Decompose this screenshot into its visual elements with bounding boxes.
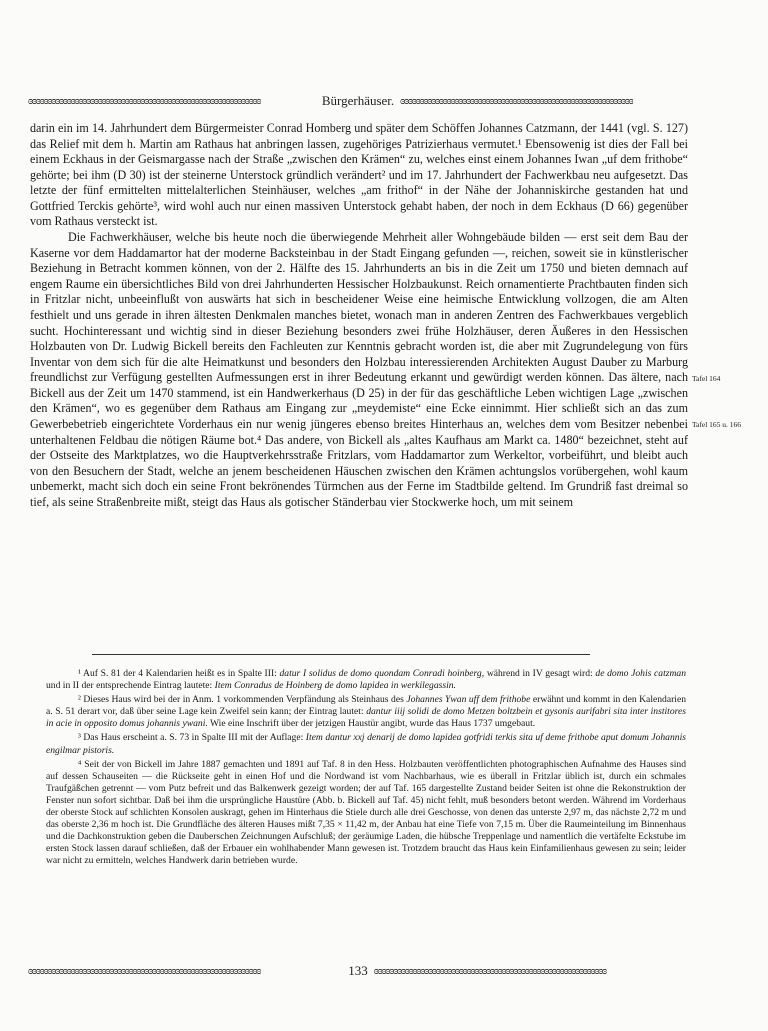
margin-note-tafel-164: Tafel 164: [692, 374, 721, 383]
margin-note-tafel-165: Tafel 165 u. 166: [692, 420, 742, 429]
footnote-3: ³ Das Haus erscheint a. S. 73 in Spalte III mit der Auflage: Item dantur xxj denarij de domo lapidea gotfridi terkis sita uf deme frithobe aput domum Johannis engilmar pistoris.: [46, 732, 686, 756]
main-text: [30, 121, 688, 510]
footer-ornament-right: ɞɞɞɞɞɞɞɞɞɞɞɞɞɞɞɞɞɞɞɞɞɞɞɞɞɞɞɞɞɞɞɞɞɞɞɞɞɞɞɞɞɞɞɞɞɞɞɞɞɞɞɞɞɞɞɞɞɞɞɞ: [373, 965, 607, 977]
header-title: Bürgerhäuser.: [321, 94, 395, 108]
header-ornament-right: ɞɞɞɞɞɞɞɞɞɞɞɞɞɞɞɞɞɞɞɞɞɞɞɞɞɞɞɞɞɞɞɞɞɞɞɞɞɞɞɞɞɞɞɞɞɞɞɞɞɞɞɞɞɞɞɞɞɞɞɞ: [400, 95, 633, 107]
paragraph-2: Die Fachwerkhäuser, welche bis heute noch die überwiegende Mehrheit aller Wohngebäude bilden — erst seit dem Bau der Kaserne vor dem Haddamartor hat der moderne Backsteinbau in der Stadt Eingang gefunden —, reichen, soweit sie in künstlerischer Beziehung in Betracht kommen können, von der 2. Hälfte des 15. Jahrhunderts an bis in die Zeit um 1750 und bieten demnach auf engem Raume ein übersichtliches Bild von drei Jahrhunderten Hessischer Holzbaukunst. Reich ornamentierte Prachtbauten finden sich in Fritzlar nicht, unbeeinflußt von auswärts hat sich in bescheidener Weise eine heimische Entwicklung vollzogen, die am Alten festhielt und uns gerade in ihren ältesten Denkmalen manches bietet, wonach man in anderen Zentren des Fachwerkbaues vergeblich sucht. Hochinteressant und wichtig sind in dieser Beziehung besonders zwei frühe Holzhäuser, deren Äußeres in den Hessischen Holzbauten von Dr. Ludwig Bickell bereits den Fachleuten zur Kenntnis gebracht worden ist, die aber mit Zugrundelegung von fürs Inventar von dem sich für die alte Heimatkunst und besonders den Holzbau interessierenden Architekten August Dauber zu Marburg freundlichst zur Verfügung gestellten Aufmessungen erst in ihrer Bedeutung erkannt und gewürdigt werden können. Das ältere, nach Bickell aus der Zeit um 1470 stammend, ist ein Handwerkerhaus (D 25) in der für das geschäftliche Leben wichtigen Lage „zwischen den Krämen“, wo es gegenüber dem Rathaus am Eingang zur „meydemiste“ eine Ecke einnimmt. Hier schließt sich an das zum Gewerbebetrieb eingerichtete Vorderhaus ein nur wenig jüngeres ebenso breites Hinterhaus an, welches dem vom Besitzer nebenbei unterhaltenen Feldbau die nötigen Räume bot.⁴ Das andere, von Bickell als „altes Kaufhaus am Markt ca. 1480“ bezeichnet, steht auf der Ostseite des Marktplatzes, wo die Hauptverkehrsstraße Fritzlars, vom Haddamartor zum Werkeltor, vorbeiführt, und bleibt auch von den Besuchern der Stadt, welche an jenem bescheidenen Häuschen zwischen den Krämen achtungslos vorübergehen, wohl kaum unbemerkt, macht sich doch ein seine Front bekrönendes Türmchen aus der Ferne im Stadtbilde geltend. Im Grundriß fast dreimal so tief, als seine Straßenbreite mißt, steigt das Haus als gotischer Ständerbau vier Stockwerke hoch, um mit seinem: [30, 230, 688, 509]
footnote-2: ² Dieses Haus wird bei der in Anm. 1 vorkommenden Verpfändung als Steinhaus des Johannes Ywan uff dem frithobe erwähnt und kommt in den Kalendarien a. S. 51 derart vor, daß über seine Lage kein Zweifel sein kann; der Eintrag lautet: dantur iiij solidi de domo Metzen boltzbein et gysonis aurifabri sita inter institores in acie in opposito domus johannis ywani. Wie eine Inschrift über der jetzigen Haustür angibt, wurde das Haus 1737 umgebaut.: [46, 694, 687, 730]
footnote-rule: [92, 654, 590, 655]
header-ornament-left: ɞɞɞɞɞɞɞɞɞɞɞɞɞɞɞɞɞɞɞɞɞɞɞɞɞɞɞɞɞɞɞɞɞɞɞɞɞɞɞɞɞɞɞɞɞɞɞɞɞɞɞɞɞɞɞɞɞɞɞɞ: [28, 95, 261, 107]
paragraph-1: darin ein im 14. Jahrhundert dem Bürgermeister Conrad Homberg und später dem Schöffen Johannes Catzmann, der 1441 (vgl. S. 127) das Relief mit dem h. Martin am Rathaus hat anbringen lassen, zugehöriges Patrizierhaus vermutet.¹ Ebensowenig ist dies der Fall bei einem Eckhaus in der Geismargasse nach der Straße „zwischen den Krämen“ zu, welches einst einem Johannes Iwan „uf dem frithobe“ gehörte; bei ihm (D 30) ist der steinerne Unterstock gründlich verändert² und im 17. Jahrhundert der Fachwerkbau neu aufgesetzt. Das letzte der fünf ermittelten mittelalterlichen Steinhäuser, welches „am frithof“ in der Nähe der Johanniskirche gestanden hat und Gottfried Terckis gehörte³, wird wohl auch nur einen massiven Unterstock gehabt haben, der noch in dem Eckhaus (D 66) gegenüber vom Rathaus versteckt ist.: [30, 121, 688, 229]
running-header: [28, 94, 688, 108]
footnotes: [46, 668, 686, 870]
footnote-4: ⁴ Seit der von Bickell im Jahre 1887 gemachten und 1891 auf Taf. 8 in den Hess. Holzbauten veröffentlichten photographischen Aufnahme des Hauses sind auf dessen Schauseiten — die Rückseite geht in einen Hof und die Nordwand ist vom Nachbarhaus, wie es überall in Fritzlar üblich ist, durch ein schmales Traufgäßchen getrennt — vom Putz befreit und das Balkenwerk gezeigt worden; der auf Taf. 165 dargestellte Zustand beider Seiten ist ohne die Rekonstruktion der Fenster nun sofort sichtbar. Daß bei ihm die ursprüngliche Haustüre (Abb. b. Bickell auf Taf. 45) nicht fehlt, muß besonders betont werden. Während im Vorderhaus der oberste Stock auf schlichten Konsolen auskragt, gehen im Hinterhaus die Stiele durch alle drei Geschosse, von denen das unterste 2,97 m, das nächste 2,72 m und das oberste 2,36 m hoch ist. Die Grundfläche des älteren Hauses mißt 7,35 × 11,42 m, der Anbau hat eine Tiefe von 7,15 m. Über die Raumeinteilung im Binnenhaus und die Dachkonstruktion geben die Dauberschen Zeichnungen Aufschluß; der geräumige Laden, die hübsche Treppenlage und namentlich die vertäfelte Eckstube im ersten Stock lassen darauf schließen, daß der Erbauer ein wohlhabender Mann gewesen ist. Trotzdem braucht das Haus kein Einfamilienhaus gewesen zu sein; leider war nicht zu ermitteln, welches Handwerk darin betrieben wurde.: [46, 758, 686, 867]
page-number: 133: [348, 964, 368, 978]
footer-ornament-left: ɞɞɞɞɞɞɞɞɞɞɞɞɞɞɞɞɞɞɞɞɞɞɞɞɞɞɞɞɞɞɞɞɞɞɞɞɞɞɞɞɞɞɞɞɞɞɞɞɞɞɞɞɞɞɞɞɞɞɞɞ: [28, 965, 261, 977]
footnote-1: ¹ Auf S. 81 der 4 Kalendarien heißt es in Spalte III: datur I solidus de domo quondam Conradi hoinberg, während in IV gesagt wird: de domo Johis catzman und in II der entsprechende Eintrag lautete: Item Conradus de Hoinberg de domo lapidea in werkilegassin.: [46, 668, 687, 692]
running-footer: [28, 964, 688, 978]
